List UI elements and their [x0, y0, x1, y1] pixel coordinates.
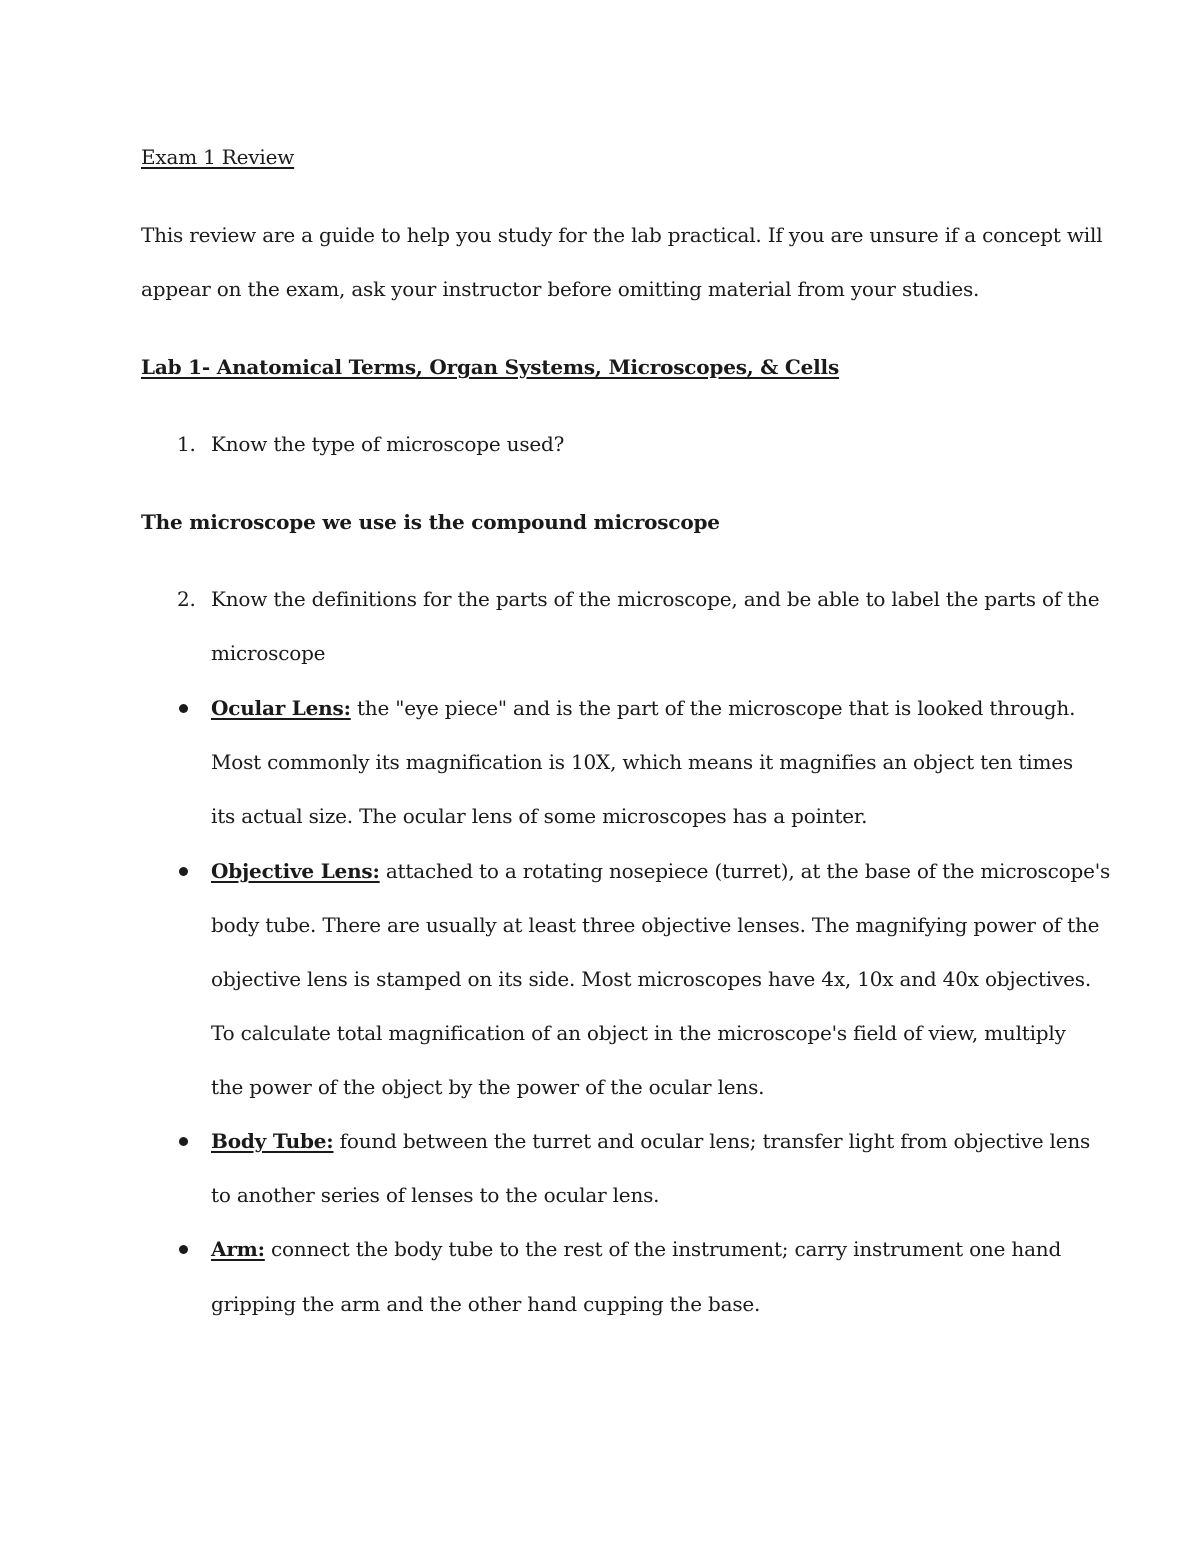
bullet-objective-lens-line-2: body tube. There are usually at least three objective lenses. The magnifying power of the	[211, 913, 1100, 937]
term-arm: Arm:	[211, 1237, 265, 1261]
term-ocular-lens: Ocular Lens:	[211, 696, 351, 720]
bullet-objective-lens-line-5: the power of the object by the power of the ocular lens.	[211, 1075, 765, 1099]
bullet-first-line	[211, 1235, 1061, 1263]
answer-1: The microscope we use is the compound microscope	[141, 510, 720, 534]
section-heading: Lab 1- Anatomical Terms, Organ Systems, Microscopes, & Cells	[141, 355, 840, 379]
question-1-number: 1.	[177, 432, 196, 456]
bullet-arm-line-2: gripping the arm and the other hand cupping the base.	[211, 1292, 761, 1316]
document-title: Exam 1 Review	[141, 145, 295, 169]
definition-text: the "eye piece" and is the part of the microscope that is looked through.	[350, 696, 1076, 720]
bullet-icon	[179, 1245, 188, 1254]
bullet-objective-lens-line-3: objective lens is stamped on its side. Most microscopes have 4x, 10x and 40x objectives.	[211, 967, 1092, 991]
question-1-text: Know the type of microscope used?	[211, 432, 565, 456]
bullet-icon	[179, 867, 188, 876]
intro-line-2: appear on the exam, ask your instructor before omitting material from your studies.	[141, 277, 980, 301]
bullet-body-tube-line-2: to another series of lenses to the ocular lens.	[211, 1183, 660, 1207]
bullet-first-line	[211, 857, 1110, 885]
term-objective-lens: Objective Lens:	[211, 859, 380, 883]
bullet-icon	[179, 1137, 188, 1146]
bullet-ocular-lens-line-3: its actual size. The ocular lens of some microscopes has a pointer.	[211, 804, 868, 828]
bullet-first-line	[211, 694, 1075, 722]
definition-text: attached to a rotating nosepiece (turret), at the base of the microscope's	[379, 859, 1111, 883]
definition-text: connect the body tube to the rest of the instrument; carry instrument one hand	[264, 1237, 1062, 1261]
bullet-ocular-lens-line-2: Most commonly its magnification is 10X, which means it magnifies an object ten times	[211, 750, 1073, 774]
term-body-tube: Body Tube:	[211, 1129, 334, 1153]
question-2-line-2: microscope	[211, 641, 326, 665]
definition-text: found between the turret and ocular lens; transfer light from objective lens	[333, 1129, 1091, 1153]
bullet-first-line	[211, 1127, 1090, 1155]
bullet-objective-lens-line-4: To calculate total magnification of an object in the microscope's field of view, multiply	[211, 1021, 1066, 1045]
bullet-icon	[179, 704, 188, 713]
question-2-line-1: Know the definitions for the parts of the microscope, and be able to label the parts of the	[211, 587, 1100, 611]
question-2-number: 2.	[177, 587, 196, 611]
intro-line-1: This review are a guide to help you study for the lab practical. If you are unsure if a concept will	[141, 223, 1103, 247]
